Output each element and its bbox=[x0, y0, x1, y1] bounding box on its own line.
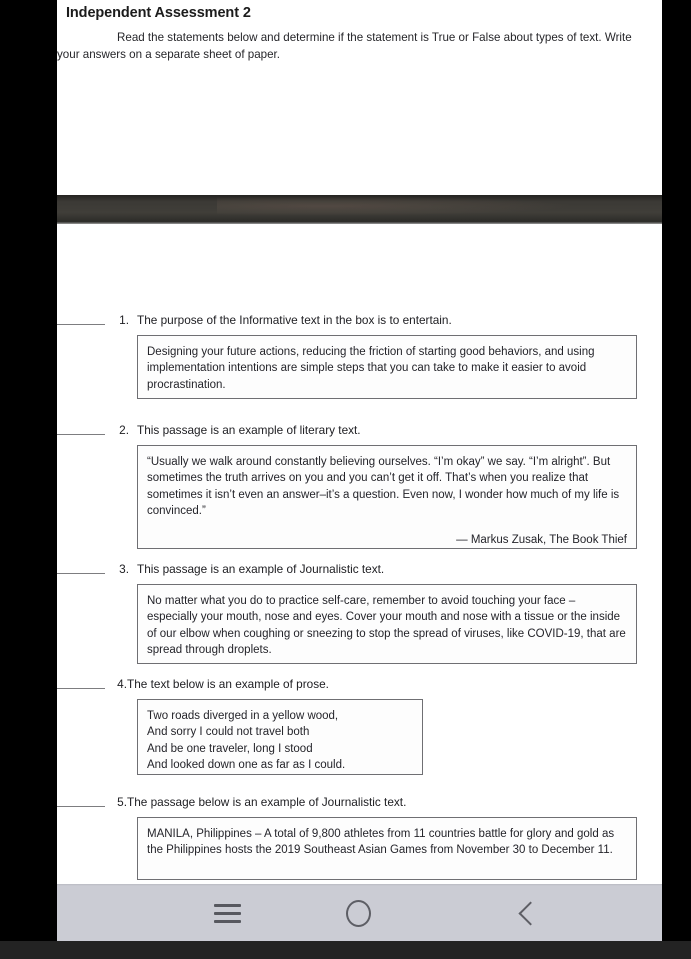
item-4-verse-line-3: And be one traveler, long I stood bbox=[147, 742, 313, 755]
answer-blank-5[interactable] bbox=[57, 806, 105, 807]
item-3-head bbox=[57, 562, 662, 579]
item-2-passage-text: “Usually we walk around constantly believing ourselves. “I’m okay” we say. “I’m alright”. But sometimes the truth arrives on you and you can’t get it off. That’s when you realize that sometimes it isn’t even an answer–it’s a question. Even now, I wonder how much of my life is convinced.” bbox=[147, 456, 620, 517]
home-button[interactable] bbox=[330, 896, 386, 930]
item-3-passage-box bbox=[137, 584, 637, 664]
hamburger-recents-icon bbox=[214, 904, 241, 923]
answer-blank-4[interactable] bbox=[57, 688, 105, 689]
answer-blank-2[interactable] bbox=[57, 434, 105, 435]
scan-smudge bbox=[217, 196, 577, 216]
back-chevron-icon bbox=[518, 901, 542, 925]
item-1-passage-box bbox=[137, 335, 637, 399]
scan-shadow-band bbox=[57, 195, 662, 224]
item-4-verse-line-4: And looked down one as far as I could. bbox=[147, 758, 346, 771]
item-4-statement: The text below is an example of prose. bbox=[127, 677, 329, 691]
item-4-verse bbox=[147, 708, 413, 773]
item-5-passage-text: MANILA, Philippines – A total of 9,800 athletes from 11 countries battle for glory and gold as the Philippines hosts the 2019 Southeast Asian Games from November 30 to December 11. bbox=[147, 828, 615, 857]
bottom-letterbox bbox=[0, 941, 691, 959]
item-2-attribution: — Markus Zusak, The Book Thief bbox=[456, 534, 627, 547]
home-circle-icon bbox=[346, 900, 371, 927]
item-5-number: 5. bbox=[117, 795, 127, 809]
item-5-head bbox=[57, 795, 662, 812]
item-3-number: 3. bbox=[119, 562, 129, 576]
item-4-head bbox=[57, 677, 662, 694]
item-2-passage-box bbox=[137, 445, 637, 549]
directions-paragraph: Read the statements below and determine if the statement is True or False about types of text. Write your answers on a separate sheet of paper. bbox=[57, 31, 632, 61]
item-5-passage-box bbox=[137, 817, 637, 880]
item-3-passage-text: No matter what you do to practice self-care, remember to avoid touching your face – especially your mouth, nose and eyes. Cover your mouth and nose with a tissue or the inside of our elbow when coughing or sneezing to stop the spread of viruses, like COVID-19, that are spread through droplets. bbox=[147, 595, 626, 656]
answer-blank-1[interactable] bbox=[57, 324, 105, 325]
page-title: Independent Assessment 2 bbox=[66, 5, 251, 21]
item-3-statement: This passage is an example of Journalistic text. bbox=[137, 562, 385, 576]
assessment-item-1 bbox=[57, 313, 662, 391]
item-2-statement: This passage is an example of literary text. bbox=[137, 423, 361, 437]
left-letterbox bbox=[0, 0, 57, 959]
recents-button[interactable] bbox=[199, 896, 255, 930]
worksheet-page bbox=[57, 0, 662, 884]
navbar-top-edge bbox=[57, 884, 662, 886]
item-1-number: 1. bbox=[119, 313, 129, 327]
assessment-item-3 bbox=[57, 562, 662, 656]
item-4-number: 4. bbox=[117, 677, 127, 691]
assessment-item-5 bbox=[57, 795, 662, 857]
back-button[interactable] bbox=[500, 896, 556, 930]
system-navigation-bar bbox=[57, 884, 662, 941]
item-1-head bbox=[57, 313, 662, 330]
item-2-number: 2. bbox=[119, 423, 129, 437]
item-4-verse-line-2: And sorry I could not travel both bbox=[147, 726, 310, 739]
item-1-statement: The purpose of the Informative text in the box is to entertain. bbox=[137, 313, 452, 327]
item-2-head bbox=[57, 423, 662, 440]
item-5-statement: The passage below is an example of Journalistic text. bbox=[127, 795, 407, 809]
answer-blank-3[interactable] bbox=[57, 573, 105, 574]
assessment-item-4 bbox=[57, 677, 662, 771]
item-4-passage-box bbox=[137, 699, 423, 775]
item-1-passage-text: Designing your future actions, reducing the friction of starting good behaviors, and using implementation intentions are simple steps that you can take to make it easier to avoid procrastination. bbox=[147, 346, 595, 391]
right-letterbox bbox=[662, 0, 691, 959]
item-4-verse-line-1: Two roads diverged in a yellow wood, bbox=[147, 710, 339, 722]
assessment-item-2 bbox=[57, 423, 662, 547]
